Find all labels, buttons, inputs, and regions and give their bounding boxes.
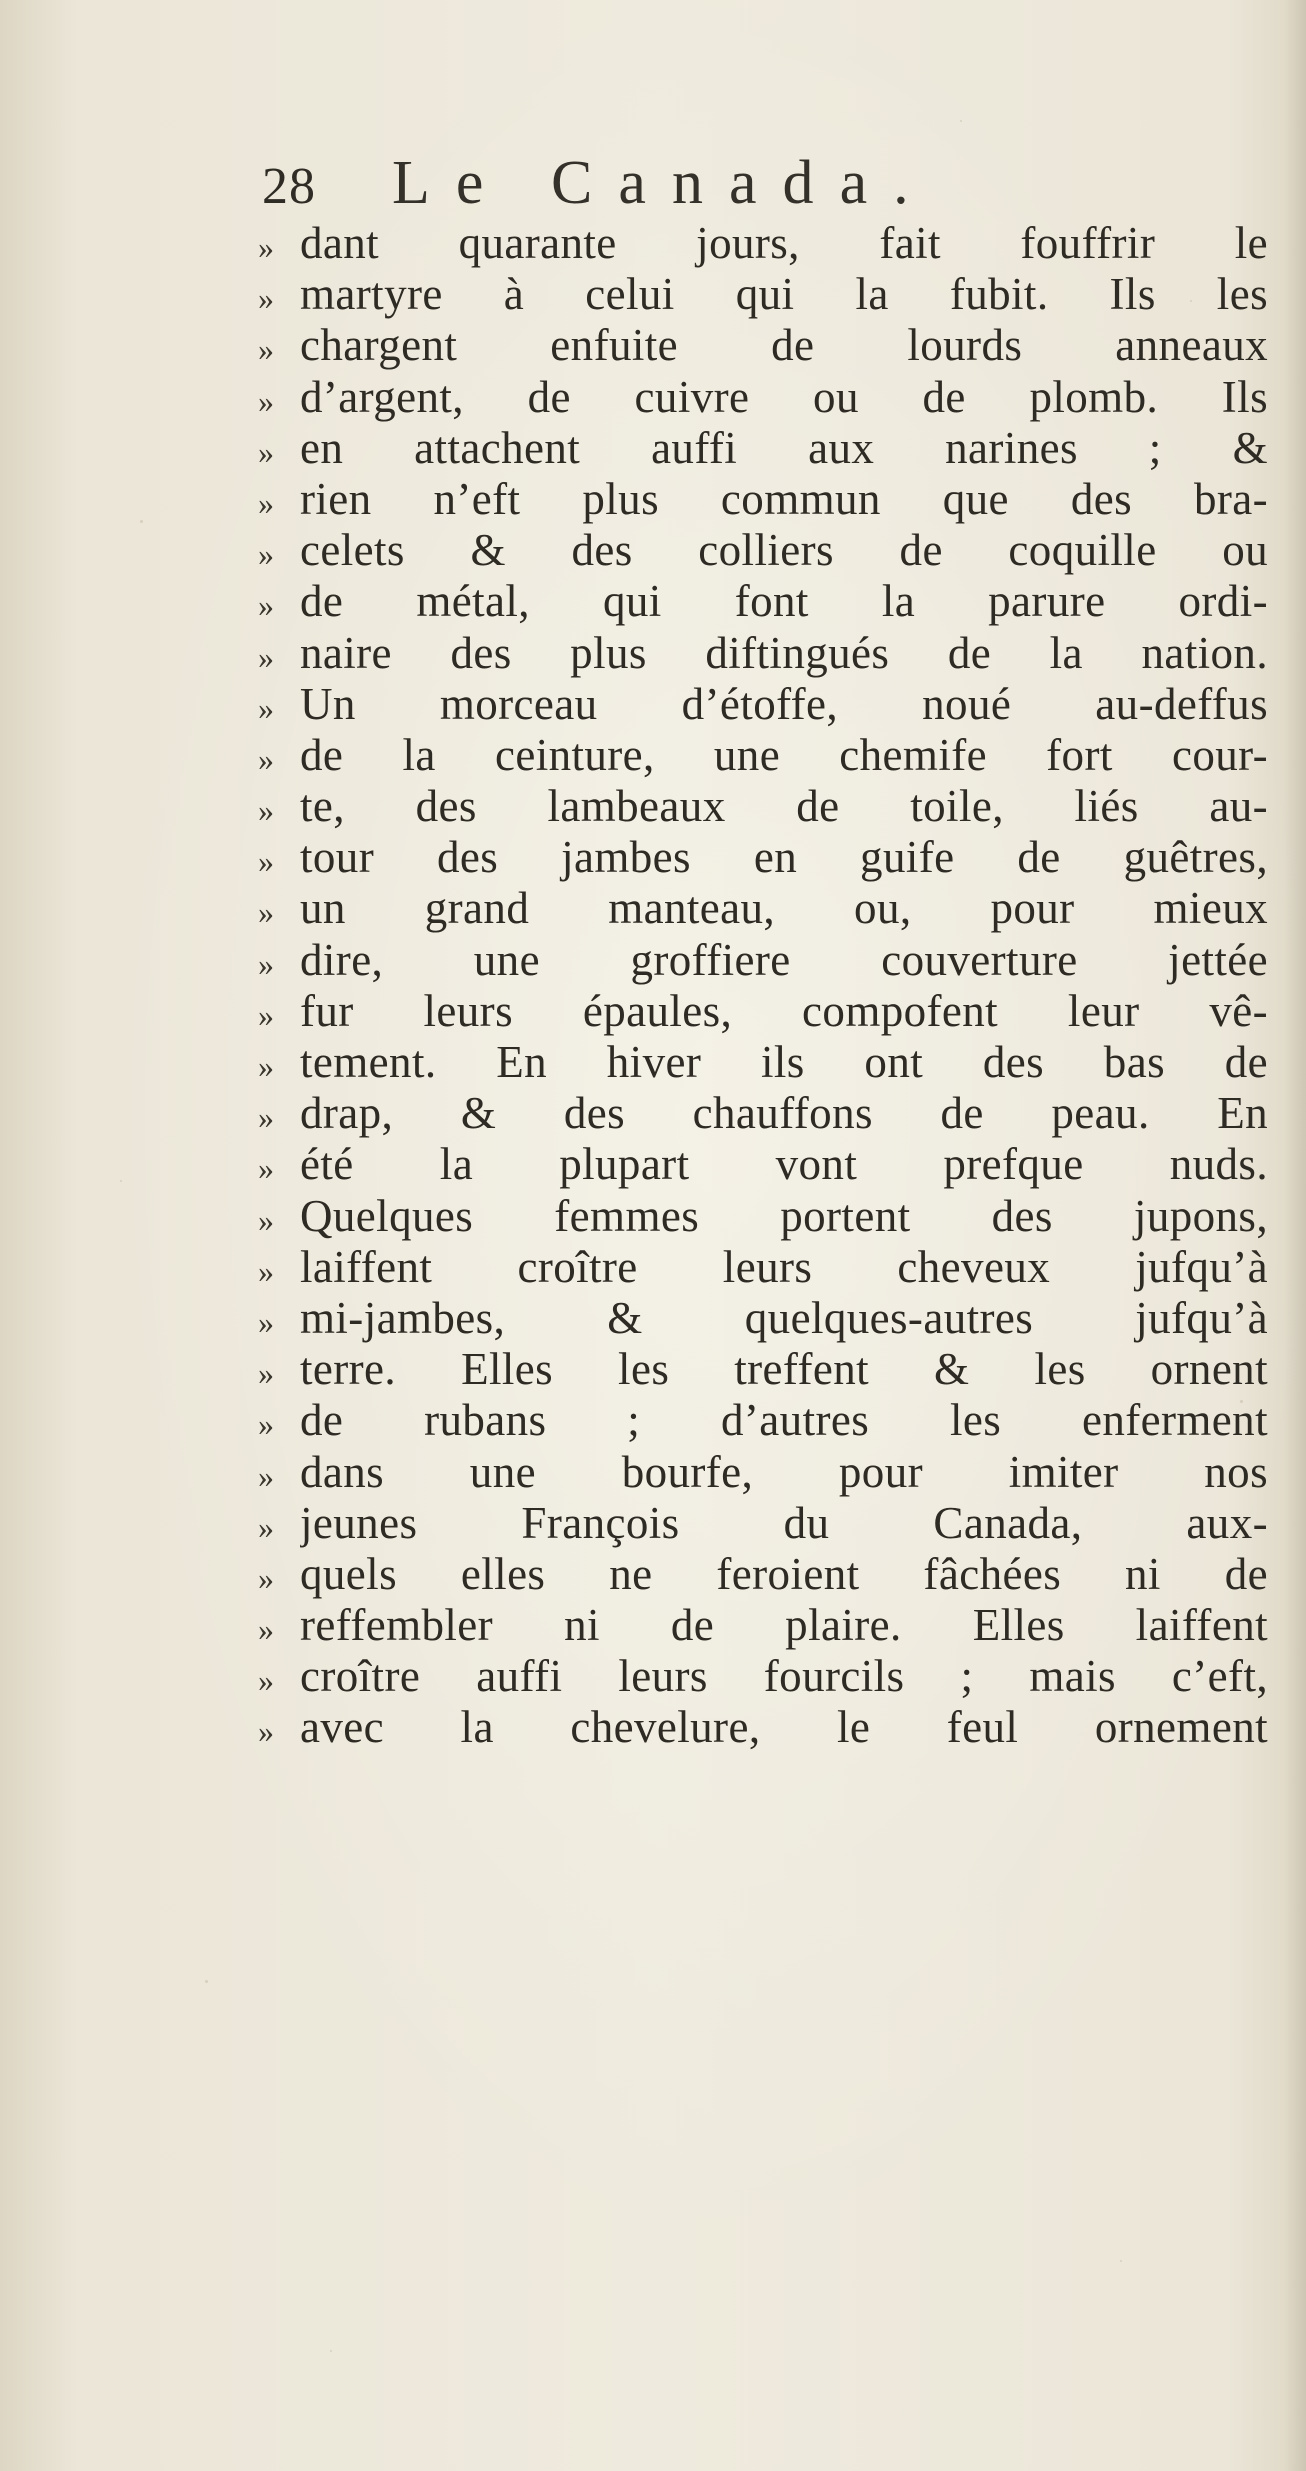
text-line [258, 986, 1268, 1037]
line-text: en attachent auffi aux narines ; & [300, 422, 1268, 473]
text-line [258, 1651, 1268, 1702]
text-line [258, 1447, 1268, 1498]
line-text: te, des lambeaux de toile, liés au- [300, 781, 1268, 832]
text-line [258, 1395, 1268, 1446]
text-line [258, 423, 1268, 474]
text-line [258, 576, 1268, 627]
line-text: tour des jambes en guife de guêtres, [300, 832, 1268, 883]
quotation-mark: » [258, 229, 274, 265]
text-line [258, 218, 1268, 269]
text-line [258, 730, 1268, 781]
line-text: été la plupart vont prefque nuds. [300, 1139, 1268, 1190]
body-text [258, 218, 1268, 1754]
line-text: terre. Elles les treffent & les ornent [300, 1344, 1268, 1395]
paper-speck [205, 1980, 208, 1983]
text-line [258, 1139, 1268, 1190]
quotation-mark: » [258, 1150, 274, 1187]
text-line [258, 1191, 1268, 1242]
text-line [258, 320, 1268, 371]
text-line [258, 269, 1268, 320]
quotation-mark: » [258, 1611, 274, 1648]
line-text: avec la chevelure, le feul ornement [300, 1702, 1268, 1753]
line-text: dant quarante jours, fait fouffrir le [300, 218, 1268, 268]
quotation-mark: » [258, 1457, 274, 1494]
quotation-mark: » [258, 382, 274, 419]
quotation-mark: » [258, 280, 274, 317]
paper-speck [140, 520, 143, 523]
text-line [258, 372, 1268, 423]
quotation-mark: » [258, 536, 274, 573]
quotation-mark: » [258, 1713, 274, 1750]
line-text: drap, & des chauffons de peau. En [300, 1088, 1268, 1139]
running-head [262, 148, 1162, 218]
line-text: chargent enfuite de lourds anneaux [300, 320, 1268, 371]
quotation-mark: » [258, 1355, 274, 1392]
text-line [258, 1293, 1268, 1344]
quotation-mark: » [258, 1048, 274, 1084]
paper-speck [120, 1180, 122, 1182]
line-text: dire, une groffiere couverture jettée [300, 934, 1268, 985]
text-line [258, 1037, 1268, 1088]
text-line [258, 1242, 1268, 1293]
line-text: rien n’eft plus commun que des bra- [300, 473, 1268, 524]
line-text: d’argent, de cuivre ou de plomb. Ils [300, 371, 1268, 422]
paper-speck [330, 2350, 332, 2352]
text-line [258, 1600, 1268, 1651]
page-number: 28 [262, 158, 316, 215]
quotation-mark: » [258, 740, 274, 777]
line-text: un grand manteau, ou, pour mieux [300, 883, 1268, 934]
quotation-mark: » [258, 1559, 274, 1596]
paper-speck [960, 120, 962, 122]
line-text: de rubans ; d’autres les enferment [300, 1395, 1268, 1446]
text-line [258, 883, 1268, 934]
running-title: Le Canada. [392, 149, 935, 217]
text-line [258, 679, 1268, 730]
text-line [258, 1702, 1268, 1753]
quotation-mark: » [258, 792, 274, 829]
line-text: Quelques femmes portent des jupons, [300, 1190, 1268, 1241]
line-text: de la ceinture, une chemife fort cour- [300, 729, 1268, 780]
paper-speck [1240, 1400, 1243, 1403]
quotation-mark: » [258, 996, 274, 1033]
line-text: martyre à celui qui la fubit. Ils les [300, 269, 1268, 320]
line-text: reffembler ni de plaire. Elles laiffent [300, 1600, 1268, 1651]
quotation-mark: » [258, 331, 274, 368]
text-line [258, 832, 1268, 883]
quotation-mark: » [258, 945, 274, 982]
paper-speck [1190, 300, 1192, 302]
quotation-mark: » [258, 484, 274, 521]
line-text: croître auffi leurs fourcils ; mais c’eft, [300, 1651, 1268, 1702]
quotation-mark: » [258, 587, 274, 624]
text-line [258, 935, 1268, 986]
line-text: mi-jambes, & quelques-autres jufqu’à [300, 1292, 1268, 1343]
line-text: quels elles ne feroient fâchées ni de [300, 1548, 1268, 1599]
text-line [258, 474, 1268, 525]
quotation-mark: » [258, 1252, 274, 1289]
line-text: naire des plus diftingués de la nation. [300, 627, 1268, 678]
quotation-mark: » [258, 1099, 274, 1136]
quotation-mark: » [258, 1303, 274, 1340]
line-text: laiffent croître leurs cheveux jufqu’à [300, 1241, 1268, 1292]
quotation-mark: » [258, 1201, 274, 1238]
line-text: tement. En hiver ils ont des bas de [300, 1037, 1268, 1087]
quotation-mark: » [258, 843, 274, 880]
quotation-mark: » [258, 433, 274, 470]
quotation-mark: » [258, 1508, 274, 1545]
quotation-mark: » [258, 1406, 274, 1443]
line-text: de métal, qui font la parure ordi- [300, 576, 1268, 627]
quotation-mark: » [258, 638, 274, 675]
quotation-mark: » [258, 1662, 274, 1699]
page-edge-shadow [1284, 0, 1306, 2471]
text-line [258, 1088, 1268, 1139]
text-line [258, 1498, 1268, 1549]
line-text: Un morceau d’étoffe, noué au-deffus [300, 678, 1268, 729]
quotation-mark: » [258, 894, 274, 931]
quotation-mark: » [258, 689, 274, 726]
line-text: dans une bourfe, pour imiter nos [300, 1446, 1268, 1497]
text-line [258, 628, 1268, 679]
paper-speck [1120, 2260, 1122, 2262]
text-line [258, 1344, 1268, 1395]
text-line [258, 1549, 1268, 1600]
line-text: fur leurs épaules, compofent leur vê- [300, 985, 1268, 1036]
text-line [258, 781, 1268, 832]
text-line [258, 525, 1268, 576]
line-text: jeunes François du Canada, aux- [300, 1497, 1268, 1548]
line-text: celets & des colliers de coquille ou [300, 525, 1268, 576]
